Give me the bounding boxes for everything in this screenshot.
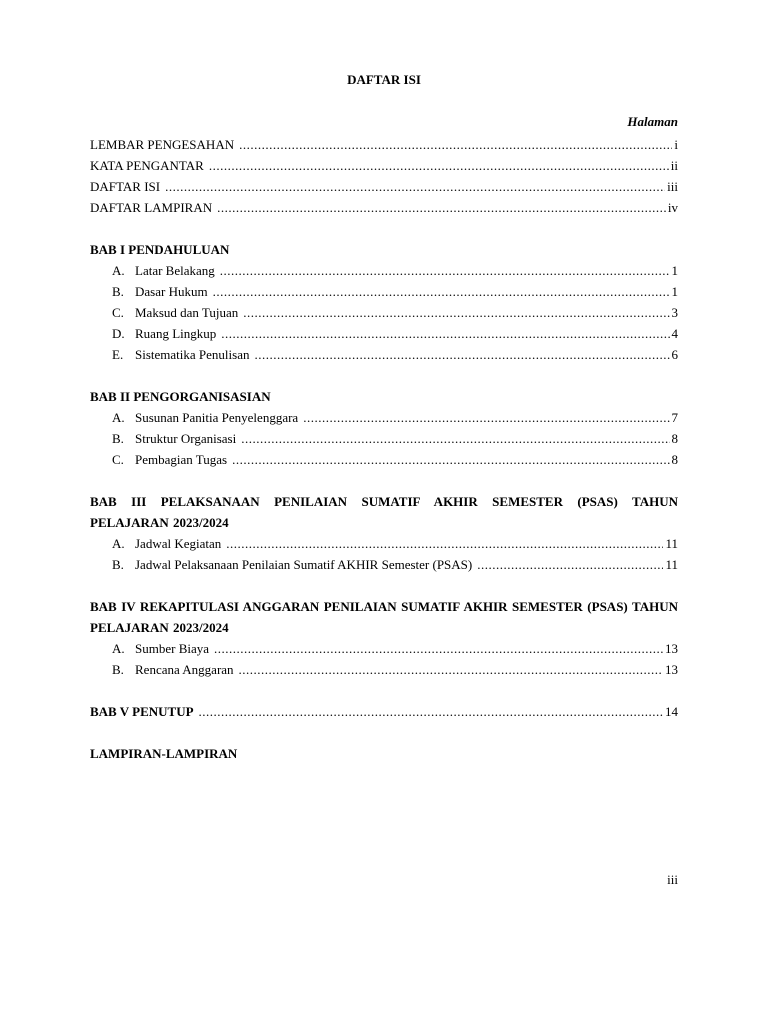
page-number: iii (667, 872, 678, 887)
chapter-title[interactable]: BAB III PELAKSANAAN PENILAIAN SUMATIF AKHIR SEMESTER (PSAS) TAHUN PELAJARAN 2023/2024 (90, 494, 678, 530)
toc-entry-page: 7 (671, 410, 678, 425)
chapter-bab-4 (90, 596, 678, 680)
chapter-bab-2 (90, 386, 678, 470)
chapter-bab-5[interactable] (90, 701, 678, 722)
dot-leader (214, 638, 663, 659)
toc-entry-page: iv (667, 200, 678, 215)
item-letter: C. (112, 452, 124, 467)
toc-entry-label: DAFTAR LAMPIRAN (90, 200, 213, 215)
dot-leader (226, 533, 663, 554)
dot-leader (221, 323, 669, 344)
toc-entry-page: 8 (671, 431, 678, 446)
item-letter: E. (112, 347, 124, 362)
toc-entry-label: Latar Belakang (135, 263, 215, 278)
toc-entry-label: DAFTAR ISI (90, 179, 161, 194)
toc-entry[interactable] (90, 407, 678, 428)
toc-entry[interactable] (90, 344, 678, 365)
item-letter: B. (112, 662, 124, 677)
dot-leader (209, 155, 669, 176)
dot-leader (220, 260, 670, 281)
item-letter: C. (112, 305, 124, 320)
toc-entry[interactable] (90, 281, 678, 302)
table-of-contents (90, 134, 678, 764)
chapter-title[interactable]: BAB II PENGORGANISASIAN (90, 389, 271, 404)
page-title: DAFTAR ISI (347, 72, 421, 87)
toc-entry-page: 13 (665, 662, 678, 677)
toc-entry[interactable] (90, 533, 678, 554)
chapter-lampiran[interactable]: LAMPIRAN-LAMPIRAN (90, 746, 238, 761)
item-letter: A. (112, 410, 125, 425)
dot-leader (217, 197, 666, 218)
item-letter: B. (112, 284, 124, 299)
chapter-bab-1 (90, 239, 678, 365)
item-letter: B. (112, 557, 124, 572)
item-letter: A. (112, 641, 125, 656)
toc-entry[interactable] (90, 302, 678, 323)
toc-entry-page: 8 (671, 452, 678, 467)
toc-entry-label: KATA PENGANTAR (90, 158, 204, 173)
toc-entry[interactable] (90, 176, 678, 197)
dot-leader (243, 302, 669, 323)
toc-entry-label: Sumber Biaya (135, 641, 210, 656)
dot-leader (213, 281, 670, 302)
toc-entry[interactable] (90, 134, 678, 155)
toc-entry-label: Dasar Hukum (135, 284, 208, 299)
dot-leader (165, 176, 665, 197)
toc-entry-label: Jadwal Pelaksanaan Penilaian Sumatif AKHIR Semester (PSAS) (135, 557, 473, 572)
toc-entry-page: 6 (671, 347, 678, 362)
toc-entry[interactable] (90, 449, 678, 470)
dot-leader (232, 449, 669, 470)
toc-entry[interactable] (90, 260, 678, 281)
toc-entry[interactable] (90, 428, 678, 449)
chapter-title[interactable]: BAB I PENDAHULUAN (90, 242, 230, 257)
toc-entry-page: ii (670, 158, 678, 173)
toc-entry-label: Rencana Anggaran (135, 662, 234, 677)
toc-entry-label: Jadwal Kegiatan (135, 536, 222, 551)
toc-entry[interactable] (90, 197, 678, 218)
toc-entry-label: Struktur Organisasi (135, 431, 237, 446)
chapter-bab-3 (90, 491, 678, 575)
dot-leader (303, 407, 669, 428)
toc-entry-page: 1 (671, 284, 678, 299)
chapter-title[interactable]: BAB IV REKAPITULASI ANGGARAN PENILAIAN SUMATIF AKHIR SEMESTER (PSAS) TAHUN PELAJARAN 2023/2024 (90, 599, 678, 635)
toc-entry-label: Maksud dan Tujuan (135, 305, 239, 320)
toc-entry-page: iii (667, 179, 678, 194)
front-matter-list (90, 134, 678, 218)
toc-entry-page: 1 (671, 263, 678, 278)
toc-entry-page: 11 (665, 536, 678, 551)
toc-entry-page: i (674, 137, 678, 152)
toc-entry-label: Susunan Panitia Penyelenggara (135, 410, 299, 425)
toc-entry-label: Pembagian Tugas (135, 452, 228, 467)
toc-entry-page: 3 (671, 305, 678, 320)
toc-entry-label: LEMBAR PENGESAHAN (90, 137, 235, 152)
dot-leader (254, 344, 669, 365)
dot-leader (239, 659, 663, 680)
item-letter: B. (112, 431, 124, 446)
dot-leader (241, 428, 669, 449)
item-letter: D. (112, 326, 125, 341)
item-letter: A. (112, 536, 125, 551)
toc-entry[interactable] (90, 323, 678, 344)
toc-entry-page: 11 (665, 557, 678, 572)
toc-entry-page: 14 (665, 704, 678, 719)
toc-entry-label: Sistematika Penulisan (135, 347, 250, 362)
toc-entry[interactable] (90, 554, 678, 575)
toc-entry[interactable] (90, 638, 678, 659)
chapter-title: BAB V PENUTUP (90, 704, 194, 719)
toc-entry-page: 13 (665, 641, 678, 656)
dot-leader (199, 701, 663, 722)
dot-leader (477, 554, 663, 575)
toc-entry-page: 4 (671, 326, 678, 341)
toc-entry-label: Ruang Lingkup (135, 326, 217, 341)
dot-leader (239, 134, 672, 155)
toc-entry[interactable] (90, 155, 678, 176)
page-column-label: Halaman (627, 114, 678, 129)
item-letter: A. (112, 263, 125, 278)
toc-entry[interactable] (90, 659, 678, 680)
